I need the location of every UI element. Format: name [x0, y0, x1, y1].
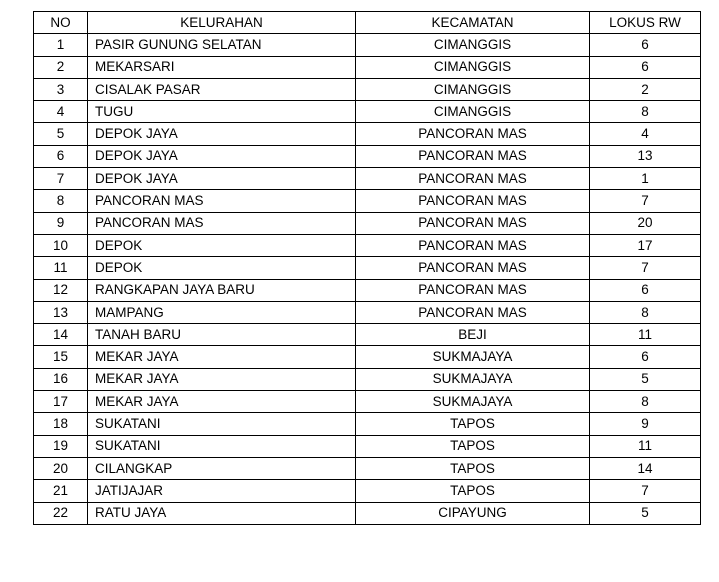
cell-kelurahan: RATU JAYA: [88, 502, 356, 524]
table-row: [34, 301, 701, 323]
cell-kecamatan: PANCORAN MAS: [356, 257, 590, 279]
cell-lokus-rw: 8: [590, 301, 701, 323]
cell-no: 13: [34, 301, 88, 323]
cell-lokus-rw: 7: [590, 480, 701, 502]
table-row: [34, 413, 701, 435]
cell-kelurahan: DEPOK: [88, 234, 356, 256]
cell-lokus-rw: 5: [590, 368, 701, 390]
table-row: [34, 324, 701, 346]
header-kelurahan: KELURAHAN: [88, 12, 356, 34]
cell-no: 10: [34, 234, 88, 256]
cell-lokus-rw: 7: [590, 190, 701, 212]
cell-kecamatan: TAPOS: [356, 413, 590, 435]
table-row: [34, 56, 701, 78]
cell-kelurahan: PANCORAN MAS: [88, 190, 356, 212]
cell-kelurahan: SUKATANI: [88, 413, 356, 435]
cell-kecamatan: SUKMAJAYA: [356, 391, 590, 413]
cell-no: 8: [34, 190, 88, 212]
cell-lokus-rw: 6: [590, 34, 701, 56]
cell-kelurahan: CILANGKAP: [88, 457, 356, 479]
table-row: [34, 101, 701, 123]
table-row: [34, 435, 701, 457]
table-row: [34, 212, 701, 234]
cell-kecamatan: CIPAYUNG: [356, 502, 590, 524]
header-kecamatan: KECAMATAN: [356, 12, 590, 34]
cell-lokus-rw: 6: [590, 56, 701, 78]
cell-no: 21: [34, 480, 88, 502]
cell-kelurahan: MEKAR JAYA: [88, 391, 356, 413]
cell-kecamatan: PANCORAN MAS: [356, 279, 590, 301]
cell-no: 19: [34, 435, 88, 457]
cell-kelurahan: TANAH BARU: [88, 324, 356, 346]
cell-kelurahan: MEKARSARI: [88, 56, 356, 78]
cell-no: 2: [34, 56, 88, 78]
cell-kelurahan: DEPOK JAYA: [88, 145, 356, 167]
cell-lokus-rw: 20: [590, 212, 701, 234]
cell-lokus-rw: 8: [590, 391, 701, 413]
table-row: [34, 234, 701, 256]
table-row: [34, 480, 701, 502]
cell-kecamatan: TAPOS: [356, 435, 590, 457]
cell-kecamatan: TAPOS: [356, 457, 590, 479]
cell-kelurahan: DEPOK JAYA: [88, 168, 356, 190]
cell-kecamatan: CIMANGGIS: [356, 101, 590, 123]
table-row: [34, 78, 701, 100]
cell-kecamatan: PANCORAN MAS: [356, 234, 590, 256]
table-body: [34, 34, 701, 525]
cell-lokus-rw: 4: [590, 123, 701, 145]
cell-kecamatan: CIMANGGIS: [356, 34, 590, 56]
cell-lokus-rw: 8: [590, 101, 701, 123]
table-row: [34, 168, 701, 190]
cell-kecamatan: SUKMAJAYA: [356, 368, 590, 390]
cell-no: 7: [34, 168, 88, 190]
lokus-rw-table: [33, 11, 701, 525]
table-row: [34, 190, 701, 212]
cell-no: 17: [34, 391, 88, 413]
cell-lokus-rw: 17: [590, 234, 701, 256]
cell-lokus-rw: 6: [590, 346, 701, 368]
cell-no: 3: [34, 78, 88, 100]
cell-kelurahan: MAMPANG: [88, 301, 356, 323]
cell-kecamatan: PANCORAN MAS: [356, 212, 590, 234]
cell-kelurahan: CISALAK PASAR: [88, 78, 356, 100]
cell-kecamatan: PANCORAN MAS: [356, 190, 590, 212]
header-lokus-rw: LOKUS RW: [590, 12, 701, 34]
cell-no: 5: [34, 123, 88, 145]
cell-no: 11: [34, 257, 88, 279]
cell-lokus-rw: 14: [590, 457, 701, 479]
cell-kecamatan: BEJI: [356, 324, 590, 346]
cell-lokus-rw: 5: [590, 502, 701, 524]
table-row: [34, 457, 701, 479]
table-row: [34, 368, 701, 390]
cell-no: 1: [34, 34, 88, 56]
table-row: [34, 279, 701, 301]
table-row: [34, 391, 701, 413]
cell-kelurahan: MEKAR JAYA: [88, 346, 356, 368]
cell-kecamatan: CIMANGGIS: [356, 78, 590, 100]
cell-kecamatan: SUKMAJAYA: [356, 346, 590, 368]
cell-kelurahan: TUGU: [88, 101, 356, 123]
cell-kelurahan: RANGKAPAN JAYA BARU: [88, 279, 356, 301]
cell-lokus-rw: 9: [590, 413, 701, 435]
cell-kecamatan: PANCORAN MAS: [356, 145, 590, 167]
cell-no: 16: [34, 368, 88, 390]
table-row: [34, 346, 701, 368]
table-row: [34, 257, 701, 279]
cell-lokus-rw: 2: [590, 78, 701, 100]
cell-no: 20: [34, 457, 88, 479]
cell-lokus-rw: 1: [590, 168, 701, 190]
cell-kelurahan: SUKATANI: [88, 435, 356, 457]
cell-kelurahan: JATIJAJAR: [88, 480, 356, 502]
cell-no: 12: [34, 279, 88, 301]
cell-lokus-rw: 6: [590, 279, 701, 301]
cell-no: 18: [34, 413, 88, 435]
cell-kelurahan: MEKAR JAYA: [88, 368, 356, 390]
cell-lokus-rw: 11: [590, 435, 701, 457]
table-header-row: [34, 12, 701, 34]
cell-kecamatan: TAPOS: [356, 480, 590, 502]
table-row: [34, 34, 701, 56]
cell-kelurahan: DEPOK: [88, 257, 356, 279]
cell-no: 9: [34, 212, 88, 234]
table-row: [34, 145, 701, 167]
cell-no: 6: [34, 145, 88, 167]
cell-no: 22: [34, 502, 88, 524]
cell-kecamatan: PANCORAN MAS: [356, 301, 590, 323]
cell-lokus-rw: 7: [590, 257, 701, 279]
table-row: [34, 123, 701, 145]
cell-kelurahan: PASIR GUNUNG SELATAN: [88, 34, 356, 56]
header-no: NO: [34, 12, 88, 34]
cell-kelurahan: DEPOK JAYA: [88, 123, 356, 145]
cell-lokus-rw: 11: [590, 324, 701, 346]
cell-kecamatan: PANCORAN MAS: [356, 168, 590, 190]
table-row: [34, 502, 701, 524]
cell-no: 4: [34, 101, 88, 123]
cell-kelurahan: PANCORAN MAS: [88, 212, 356, 234]
cell-no: 14: [34, 324, 88, 346]
cell-lokus-rw: 13: [590, 145, 701, 167]
cell-no: 15: [34, 346, 88, 368]
cell-kecamatan: PANCORAN MAS: [356, 123, 590, 145]
cell-kecamatan: CIMANGGIS: [356, 56, 590, 78]
